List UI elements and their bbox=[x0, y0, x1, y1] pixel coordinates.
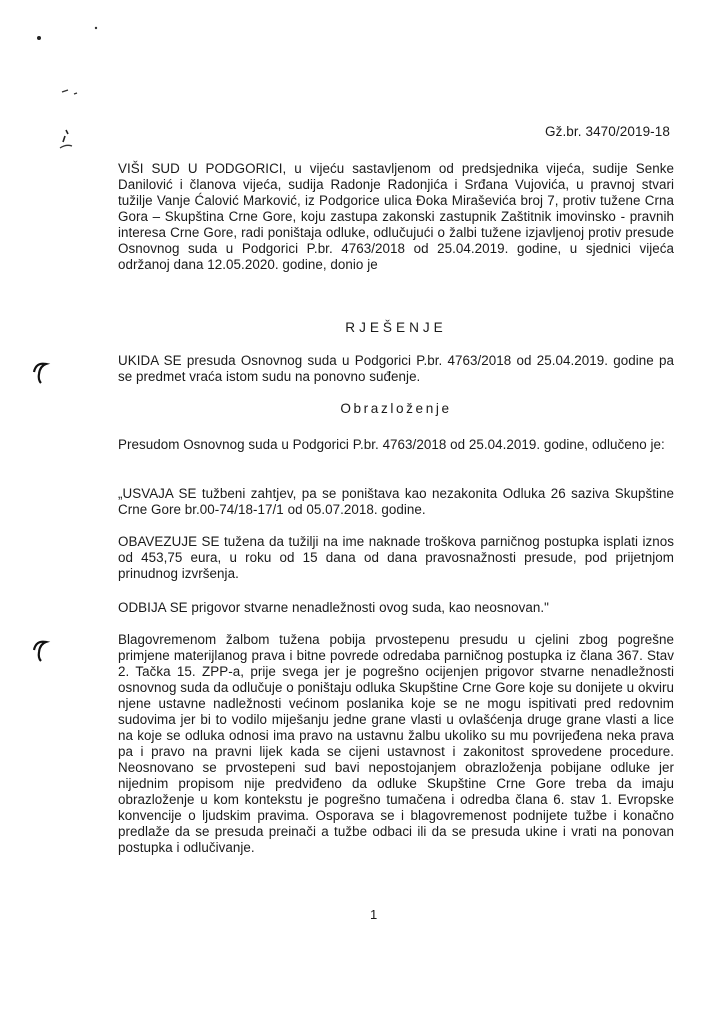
quoted-ruling-paragraph-1: „USVAJA SE tužbeni zahtjev, pa se poništava kao nezakonita Odluka 26 saziva Skupštine Crne Gore br.00-74/18-17/1 od 05.07.2018. godine. bbox=[118, 486, 674, 517]
reasoning-title: Obrazloženje bbox=[340, 401, 452, 416]
margin-check-mark-2 bbox=[28, 634, 58, 664]
quoted-ruling-paragraph-3: ODBIJA SE prigovor stvarne nenadležnosti ovog suda, kao neosnovan." bbox=[118, 600, 549, 615]
scan-speck-marks bbox=[30, 20, 120, 160]
case-reference-number: Gž.br. 3470/2019-18 bbox=[545, 124, 670, 139]
reasoning-intro-paragraph: Presudom Osnovnog suda u Podgorici P.br. 4763/2018 od 25.04.2019. godine, odlučeno je: bbox=[118, 437, 665, 452]
appeal-paragraph: Blagovremenom žalbom tužena pobija prvostepenu presudu u cjelini zbog pogrešne primjene materijlanog prava i bitne povrede odredaba parničnog postupka iz člana 367. Stav 2. Tačka 15. ZPP-a, prije svega jer je pogrešno ocijenjen prigovor stvarne nenadležnosti osnovnog suda da odlučuje o poništaju odluka Skupštine Crne Gore koje su donijete u okviru njene ustavne nadležnosti većinom poslanika koje se ne mogu ispitivati pred redovnim sudovima jer bi to vodilo miješanju jedne grane vlasti u ovlašćenja druge grane vlasti a lice na koje se odluka odnosi ima pravo na ustavnu žalbu ukoliko su mu povrijeđena neka prava pa i pravo na pravni lijek kada se cijeni ustavnost i zakonitost sprovedene procedure. Neosnovano se prvostepeni sud bavi nepostojanjem obrazloženja pobijane odluke jer nijednim propisom nije predviđeno da odluke Skupštine Crne Gore treba da imaju obrazloženje u kom kontekstu je pogrešno tumačena i odredba člana 6. stav 1. Evropske konvencije o ljudskim pravima. Osporava se i blagovremenost podnijete tužbe i konačno predlaže da se presuda preinači a tužbe odbaci ili da se presuda ukine i vrati na ponovan postupka i odlučivanje. bbox=[118, 632, 674, 855]
decision-paragraph: UKIDA SE presuda Osnovnog suda u Podgorici P.br. 4763/2018 od 25.04.2019. godine pa se predmet vraća istom sudu na ponovno suđenje. bbox=[118, 353, 674, 384]
quoted-ruling-paragraph-2: OBAVEZUJE SE tužena da tužilji na ime naknade troškova parničnog postupka isplati iznos od 453,75 eura, u roku od 15 dana od dana pravosnažnosti presude, pod prijetnjom prinudnog izvršenja. bbox=[118, 534, 674, 581]
intro-paragraph: VIŠI SUD U PODGORICI, u vijeću sastavljenom od predsjednika vijeća, sudije Senke Danilović i članova vijeća, sudija Radonje Radonjića i Srđana Vujovića, u pravnoj stvari tužilje Vanje Ćalović Marković, iz Podgorice ulica Đoka Miraševića broj 7, protiv tužene Crna Gora – Skupština Crne Gore, koju zastupa zakonski zastupnik Zaštitnik imovinsko - pravnih interesa Crne Gore, radi poništaja odluke, odlučujući o žalbi tužene izjavljenoj protiv presude Osnovnog suda u Podgorici P.br. 4763/2018 od 25.04.2019. godine, u sjednici vijeća održanoj dana 12.05.2020. godine, donio je bbox=[118, 161, 674, 272]
margin-check-mark-1 bbox=[28, 356, 58, 386]
page-number: 1 bbox=[370, 907, 378, 922]
decision-title: RJEŠENJE bbox=[345, 320, 447, 335]
